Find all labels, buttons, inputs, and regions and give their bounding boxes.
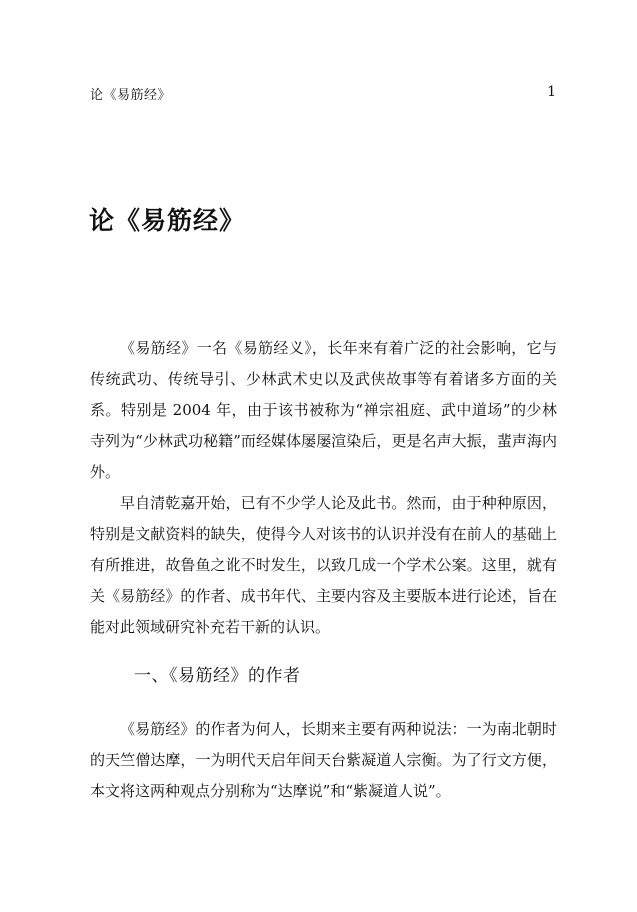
running-header: 论《易筋经》 [90,88,172,103]
chapter-title: 论《易筋经》 [89,206,246,235]
section-heading: 一、《易筋经》的作者 [134,666,301,686]
paragraph: 《易筋经》一名《易筋经义》，长年来有着广泛的社会影响，它与传统武功、传统导引、少林武术史以及武侠故事等有着诸多方面的关系。特别是 2004 年，由于该书被称为“禅宗祖庭、武中道场”的少林寺列为“少林武功秘籍”而经媒体屡屡渲染后，更是名声大振，蜚声海内外。 [90,339,557,481]
page-number: 1 [547,84,556,100]
paragraph: 《易筋经》的作者为何人，长期来主要有两种说法：一为南北朝时的天竺僧达摩，一为明代天启年间天台紫凝道人宗衡。为了行文方便，本文将这两种观点分别称为“达摩说”和“紫凝道人说”。 [90,720,557,800]
intro-text [90,333,557,643]
section-1-text [90,714,557,807]
paragraph: 早自清乾嘉开始，已有不少学人论及此书。然而，由于种种原因，特别是文献资料的缺失，使得今人对该书的认识并没有在前人的基础上有所推进，故鲁鱼之讹不时发生，以致几成一个学术公案。这里，就有关《易筋经》的作者、成书年代、主要内容及主要版本进行论述，旨在能对此领域研究补充若干新的认识。 [90,494,557,636]
